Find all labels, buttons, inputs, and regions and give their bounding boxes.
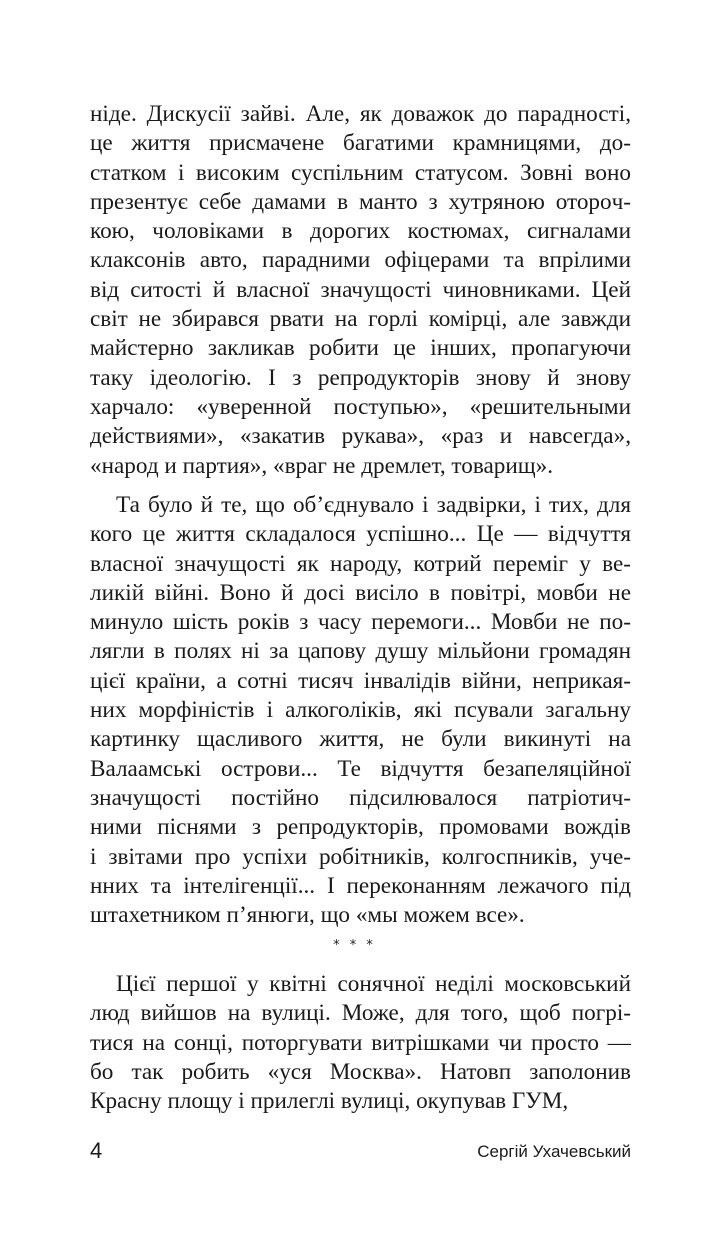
text-line: нних та інтелігенції... І переконанням лежачого під bbox=[90, 872, 631, 899]
paragraph-1 bbox=[90, 100, 631, 481]
page-number: 4 bbox=[90, 1138, 103, 1163]
text-line: них морфіністів і алкоголіків, які псували загальну bbox=[90, 697, 631, 724]
text-line: лягли в полях ні за цапову душу мільйони громадян bbox=[90, 638, 631, 665]
text-line: кою, чоловіками в дорогих костюмах, сигналами bbox=[90, 218, 631, 245]
text-line: світ не збирався рвати на горлі комірці, але завжди bbox=[90, 306, 631, 333]
text-line: действиями», «закатив рукава», «раз и навсегда», bbox=[90, 423, 631, 450]
text-line: тися на сонці, поторгувати витрішками чи просто — bbox=[90, 1029, 631, 1056]
text-line: штахетником п’янюги, що «мы можем все». bbox=[90, 902, 525, 929]
text-line: власної значущості як народу, котрий переміг у ве- bbox=[90, 550, 631, 577]
text-line: Та було й те, що об’єднувало і задвірки, і тих, для bbox=[116, 492, 631, 518]
paragraph-2 bbox=[90, 491, 631, 930]
section-separator: * * * bbox=[333, 938, 376, 953]
text-line: люд вийшов на вулиці. Може, для того, щоб погрі- bbox=[90, 1000, 631, 1027]
text-line: статком і високим суспільним статусом. Зовні воно bbox=[90, 159, 631, 186]
text-line: кого це життя складалося успішно... Це — відчуття bbox=[90, 521, 631, 548]
text-line: минуло шість років з часу перемоги... Мовби не по- bbox=[90, 609, 631, 636]
text-line: ними піснями з репродукторів, промовами вождів bbox=[90, 814, 631, 841]
text-line: «народ и партия», «враг не дремлет, товарищ». bbox=[90, 452, 554, 479]
text-line: Цієї першої у квітні сонячної неділі московський bbox=[116, 971, 631, 997]
text-line: майстерно закликав робити це інших, пропагуючи bbox=[90, 335, 631, 362]
text-line: таку ідеологію. І з репродукторів знову й знову bbox=[90, 364, 631, 391]
text-line: картинку щасливого життя, не були викинуті на bbox=[90, 726, 631, 753]
text-line: і звітами про успіхи робітників, колгоспників, уче- bbox=[90, 843, 631, 870]
text-line: Красну площу і прилеглі вулиці, окупував ГУМ, bbox=[90, 1088, 569, 1115]
text-line: презентує себе дамами в манто з хутряною оторoч- bbox=[90, 188, 631, 215]
text-line: це життя присмачене багатими крамницями, до- bbox=[90, 130, 631, 157]
text-line: харчало: «уверенной поступью», «решительными bbox=[90, 393, 631, 420]
text-line: ніде. Дискусії зайві. Але, як доважок до парадності, bbox=[90, 101, 631, 127]
text-line: Валаамські острови... Те відчуття безапеляційної bbox=[90, 755, 631, 782]
text-line: бо так робить «уся Москва». Натовп заполонив bbox=[90, 1058, 631, 1085]
text-line: від ситості й власної значущості чиновниками. Цей bbox=[90, 276, 631, 303]
text-line: значущості постійно підсилювалося патріотич- bbox=[90, 784, 631, 811]
text-line: ликій війні. Воно й досі висіло в повітрі, мовби не bbox=[90, 579, 631, 606]
text-line: клаксонів авто, парадними офіцерами та впрілими bbox=[90, 247, 631, 274]
running-footer-author: Сергій Ухачевський bbox=[477, 1142, 631, 1161]
paragraph-3 bbox=[90, 970, 631, 1116]
text-line: цієї країни, а сотні тисяч інвалідів війни, неприкая- bbox=[90, 667, 631, 694]
